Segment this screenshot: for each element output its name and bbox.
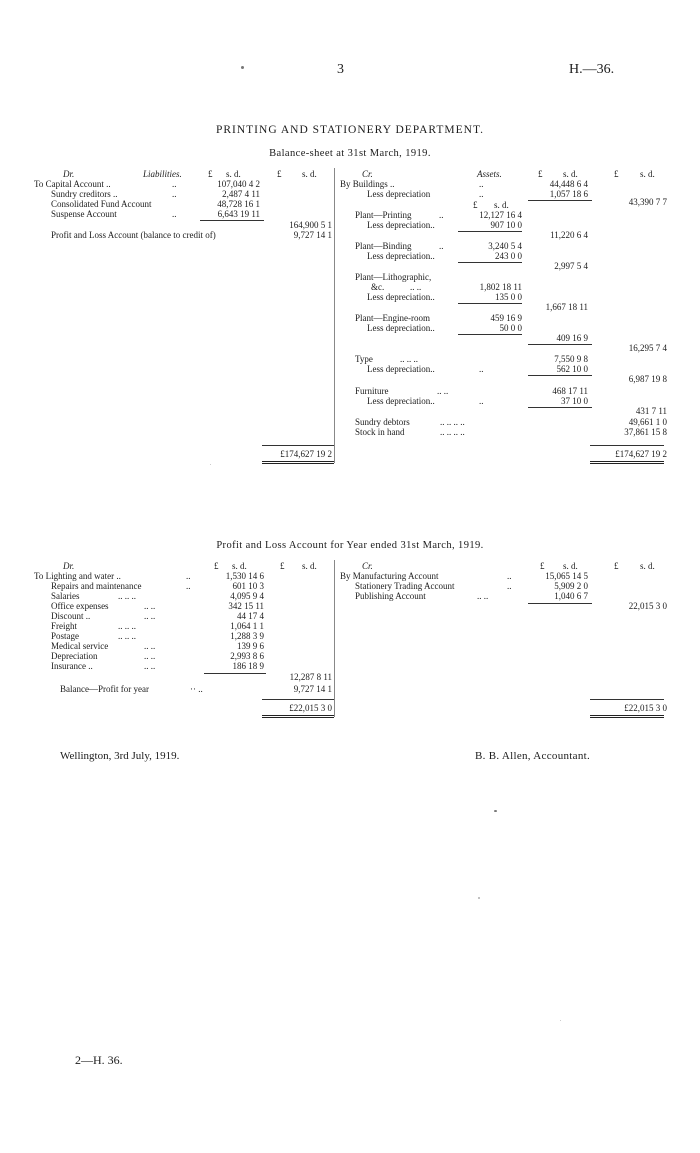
signature-line: 2—H. 36. <box>75 1053 123 1067</box>
asset-label: Plant—Printing <box>355 210 412 220</box>
liability-label: To Capital Account .. <box>34 179 111 189</box>
depreciation-label: Less depreciation.. <box>367 251 435 261</box>
income-label: Publishing Account <box>355 591 426 601</box>
col-head-pounds: £ <box>538 169 543 179</box>
total-rule <box>590 699 664 700</box>
total-rule <box>262 699 334 700</box>
leader-dots: .. .. .. <box>400 354 418 364</box>
liability-label: Suspense Account <box>51 209 117 219</box>
income-label: Stationery Trading Account <box>355 581 455 591</box>
leader-dots: .. <box>186 571 191 581</box>
liabilities-subtotal: 164,900 5 1 <box>289 220 332 230</box>
depreciation-amount: 243 0 0 <box>495 251 522 261</box>
expense-label: Medical service <box>51 641 109 651</box>
cr-label: Cr. <box>362 169 373 179</box>
expense-label: Postage <box>51 631 79 641</box>
asset-amount: 459 16 9 <box>490 313 522 323</box>
expense-amount: 1,064 1 1 <box>230 621 264 631</box>
leader-dots: .. <box>439 241 444 251</box>
depreciation-amount: 135 0 0 <box>495 292 522 302</box>
leader-dots: .. <box>479 396 484 406</box>
speck <box>494 810 497 812</box>
col-head-pounds-total: £ <box>614 561 619 571</box>
inner-head-sd: s. d. <box>494 200 509 210</box>
liabilities-label: Liabilities. <box>143 169 182 179</box>
leader-dots: .. <box>507 581 512 591</box>
dr-label: Dr. <box>63 169 75 179</box>
leader-dots: .. .. .. .. <box>440 417 465 427</box>
leader-dots: .. <box>172 209 177 219</box>
asset-net-amount: 431 7 11 <box>635 406 667 416</box>
col-head-sd-total: s. d. <box>302 561 317 571</box>
assets-total: £174,627 19 2 <box>615 449 667 459</box>
expense-amount: 4,095 9 4 <box>230 591 264 601</box>
expense-amount: 1,530 14 6 <box>225 571 264 581</box>
asset-net-amount: 43,390 7 7 <box>628 197 667 207</box>
depreciation-amount: 37 10 0 <box>561 396 588 406</box>
leader-dots: .. .. <box>477 591 489 601</box>
expenses-subtotal: 12,287 8 11 <box>289 672 332 682</box>
asset-label: Plant—Engine-room <box>355 313 430 323</box>
asset-amount: 1,802 18 11 <box>479 282 522 292</box>
asset-amount: 12,127 16 4 <box>479 210 522 220</box>
subtotal-rule <box>204 673 266 674</box>
depreciation-amount: 907 10 0 <box>490 220 522 230</box>
liability-amount: 107,040 4 2 <box>217 179 260 189</box>
leader-dots: .. <box>186 581 191 591</box>
speck <box>478 897 480 899</box>
leader-dots: .. <box>479 364 484 374</box>
plant-total: 16,295 7 4 <box>628 343 667 353</box>
asset-net-amount: 6,987 19 8 <box>628 374 667 384</box>
depreciation-amount: 1,057 18 6 <box>549 189 588 199</box>
subtotal-rule <box>528 603 592 604</box>
net-rule <box>528 407 592 408</box>
profit-loss-label: Profit and Loss Account (balance to credit of) <box>51 230 216 240</box>
income-amount: 15,065 14 5 <box>545 571 588 581</box>
col-head-sd: s. d. <box>563 169 578 179</box>
leader-dots: .. .. .. <box>118 591 136 601</box>
depreciation-label: Less depreciation <box>367 189 431 199</box>
leader-dots: .. <box>507 571 512 581</box>
income-label: By Manufacturing Account <box>340 571 439 581</box>
inner-head-pounds: £ <box>473 200 478 210</box>
expense-amount: 186 18 9 <box>232 661 264 671</box>
leader-dots: .. .. .. <box>118 631 136 641</box>
liability-amount: 6,643 19 11 <box>217 209 260 219</box>
depreciation-label: Less depreciation.. <box>367 323 435 333</box>
expense-amount: 2,993 8 6 <box>230 651 264 661</box>
leader-dots: .. <box>479 179 484 189</box>
asset-amount: 468 17 11 <box>552 386 588 396</box>
leader-dots: .. .. <box>144 661 156 671</box>
expenses-total: £22,015 3 0 <box>289 703 332 713</box>
asset-label: Type <box>355 354 373 364</box>
leader-dots: .. .. <box>437 386 449 396</box>
subtotal-rule <box>200 220 264 221</box>
asset-amount: 37,861 15 8 <box>624 427 667 437</box>
leader-dots: .. .. <box>144 601 156 611</box>
speck <box>241 66 244 69</box>
asset-net-amount: 2,997 5 4 <box>554 261 588 271</box>
liability-amount: 48,728 16 1 <box>217 199 260 209</box>
income-amount: 1,040 6 7 <box>554 591 588 601</box>
asset-net-amount: 409 16 9 <box>556 333 588 343</box>
depreciation-label: Less depreciation.. <box>367 364 435 374</box>
asset-label: Furniture <box>355 386 389 396</box>
col-head-sd-total: s. d. <box>640 561 655 571</box>
balance-label: Balance—Profit for year <box>60 684 149 694</box>
col-head-pounds-total: £ <box>614 169 619 179</box>
balance-amount: 9,727 14 1 <box>293 684 332 694</box>
net-rule <box>528 200 592 201</box>
col-head-sd-total: s. d. <box>302 169 317 179</box>
col-head-pounds-total: £ <box>280 561 285 571</box>
center-divider <box>334 560 335 717</box>
col-head-sd: s. d. <box>232 561 247 571</box>
leader-dots: .. .. <box>144 651 156 661</box>
asset-amount: 3,240 5 4 <box>488 241 522 251</box>
leader-dots: .. .. <box>410 282 422 292</box>
col-head-sd: s. d. <box>226 169 241 179</box>
expense-label: Freight <box>51 621 77 631</box>
double-rule <box>262 715 334 718</box>
net-rule <box>528 375 592 376</box>
dr-label: Dr. <box>63 561 75 571</box>
leader-dots: ·· .. <box>190 684 203 694</box>
signatory: B. B. Allen, Accountant. <box>475 750 591 762</box>
col-head-sd: s. d. <box>563 561 578 571</box>
expense-label: Depreciation <box>51 651 98 661</box>
asset-net-amount: 1,667 18 11 <box>545 302 588 312</box>
col-head-pounds: £ <box>214 561 219 571</box>
expense-label: Office expenses <box>51 601 109 611</box>
asset-label-continued: &c. <box>371 282 385 292</box>
speck <box>560 1020 561 1021</box>
total-rule <box>262 445 334 446</box>
leader-dots: .. .. <box>144 611 156 621</box>
leader-dots: .. <box>172 179 177 189</box>
center-divider <box>334 168 335 463</box>
assets-label: Assets. <box>477 169 502 179</box>
liability-label: Consolidated Fund Account <box>51 199 152 209</box>
expense-label: Insurance .. <box>51 661 93 671</box>
col-head-pounds-total: £ <box>277 169 282 179</box>
speck <box>210 464 211 465</box>
expense-label: Salaries <box>51 591 80 601</box>
depreciation-amount: 50 0 0 <box>499 323 522 333</box>
asset-net-amount: 11,220 6 4 <box>550 230 588 240</box>
liabilities-total: £174,627 19 2 <box>280 449 332 459</box>
asset-amount: 49,661 1 0 <box>628 417 667 427</box>
double-rule <box>590 461 664 464</box>
asset-label: Plant—Lithographic, <box>355 272 432 282</box>
asset-label: Sundry debtors <box>355 417 410 427</box>
col-head-sd-total: s. d. <box>640 169 655 179</box>
expense-amount: 601 10 3 <box>232 581 264 591</box>
leader-dots: .. .. <box>144 641 156 651</box>
liability-amount: 2,487 4 11 <box>222 189 260 199</box>
profit-loss-amount: 9,727 14 1 <box>293 230 332 240</box>
cr-label: Cr. <box>362 561 373 571</box>
liability-label: Sundry creditors .. <box>51 189 118 199</box>
expense-amount: 342 15 11 <box>228 601 264 611</box>
leader-dots: .. <box>479 189 484 199</box>
profit-loss-heading: Profit and Loss Account for Year ended 31st March, 1919. <box>216 540 484 551</box>
asset-amount: 44,448 6 4 <box>549 179 588 189</box>
income-subtotal: 22,015 3 0 <box>628 601 667 611</box>
expense-amount: 139 9 6 <box>237 641 264 651</box>
leader-dots: .. <box>172 189 177 199</box>
leader-dots: .. .. .. <box>118 621 136 631</box>
balance-sheet-heading: Balance-sheet at 31st March, 1919. <box>269 148 431 159</box>
page-number: 3 <box>337 62 344 77</box>
asset-amount: 7,550 9 8 <box>554 354 588 364</box>
document-reference: H.—36. <box>569 62 615 77</box>
depreciation-label: Less depreciation.. <box>367 292 435 302</box>
expense-amount: 44 17 4 <box>237 611 264 621</box>
expense-label: To Lighting and water .. <box>34 571 121 581</box>
asset-label: Stock in hand <box>355 427 405 437</box>
col-head-pounds: £ <box>208 169 213 179</box>
depreciation-label: Less depreciation.. <box>367 396 435 406</box>
double-rule <box>262 461 334 464</box>
department-title: PRINTING AND STATIONERY DEPARTMENT. <box>215 124 485 136</box>
expense-amount: 1,288 3 9 <box>230 631 264 641</box>
double-rule <box>590 715 664 718</box>
depreciation-amount: 562 10 0 <box>556 364 588 374</box>
income-total: £22,015 3 0 <box>624 703 667 713</box>
leader-dots: .. .. .. .. <box>440 427 465 437</box>
col-head-pounds: £ <box>540 561 545 571</box>
asset-label: Plant—Binding <box>355 241 412 251</box>
total-rule <box>590 445 664 446</box>
expense-label: Repairs and maintenance <box>51 581 142 591</box>
asset-label: By Buildings .. <box>340 179 395 189</box>
depreciation-label: Less depreciation.. <box>367 220 435 230</box>
plant-total-rule <box>528 344 592 345</box>
expense-label: Discount .. <box>51 611 91 621</box>
place-date: Wellington, 3rd July, 1919. <box>60 750 180 762</box>
income-amount: 5,909 2 0 <box>554 581 588 591</box>
leader-dots: .. <box>439 210 444 220</box>
